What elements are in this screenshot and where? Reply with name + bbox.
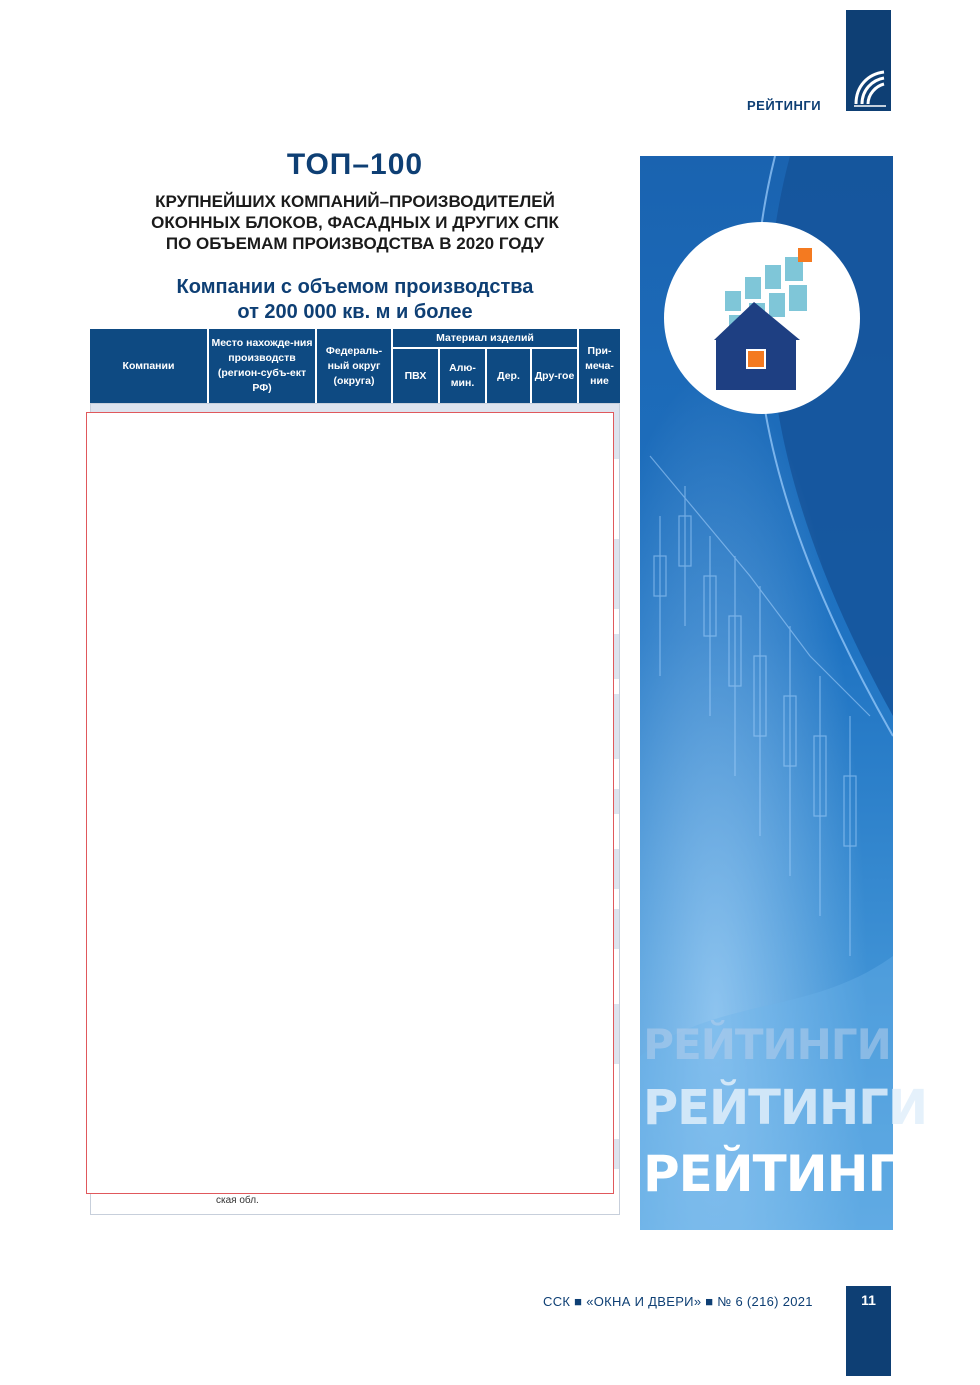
logo-icon: [850, 66, 888, 108]
header-location: Место нахожде-ния производств (регион-субъ-ект РФ): [209, 329, 315, 403]
header-district: Федераль-ный округ (округа): [317, 329, 391, 403]
header-companies: Компании: [90, 329, 207, 403]
footer-publication: ССК ■ «ОКНА И ДВЕРИ» ■ № 6 (216) 2021: [543, 1294, 813, 1309]
house-window-icon: [662, 220, 862, 416]
table-cell-region: ская обл.: [216, 1195, 259, 1206]
page-subtitle: [90, 191, 620, 254]
header-material-group: Материал изделий: [393, 329, 577, 347]
banner-word: РЕЙТИНГИ: [643, 1020, 891, 1069]
header-wood: Дер.: [487, 349, 530, 403]
banner-word: РЕЙТИНГИ: [643, 1080, 927, 1136]
subtitle-line: ОКОННЫХ БЛОКОВ, ФАСАДНЫХ И ДРУГИХ СПК: [151, 213, 559, 232]
subtitle-line: КРУПНЕЙШИХ КОМПАНИЙ–ПРОИЗВОДИТЕЛЕЙ: [155, 192, 555, 211]
section-label: РЕЙТИНГИ: [747, 98, 822, 113]
category-line: от 200 000 кв. м и более: [237, 301, 473, 323]
header-notes: При-меча-ние: [579, 329, 620, 403]
redacted-region: [86, 412, 614, 1194]
page-title: ТОП–100: [286, 148, 424, 181]
category-line: Компании с объемом производства: [176, 276, 534, 298]
category-title: [90, 275, 620, 325]
table-header: [90, 329, 620, 403]
banner-word: РЕЙТИНГИ: [643, 1145, 940, 1203]
header-pvc: ПВХ: [393, 349, 438, 403]
subtitle-line: ПО ОБЪЕМАМ ПРОИЗВОДСТВА В 2020 ГОДУ: [165, 234, 545, 253]
header-aluminum: Алю-мин.: [440, 349, 485, 403]
header-other: Дру-гое: [532, 349, 577, 403]
page-number: 11: [861, 1292, 876, 1308]
